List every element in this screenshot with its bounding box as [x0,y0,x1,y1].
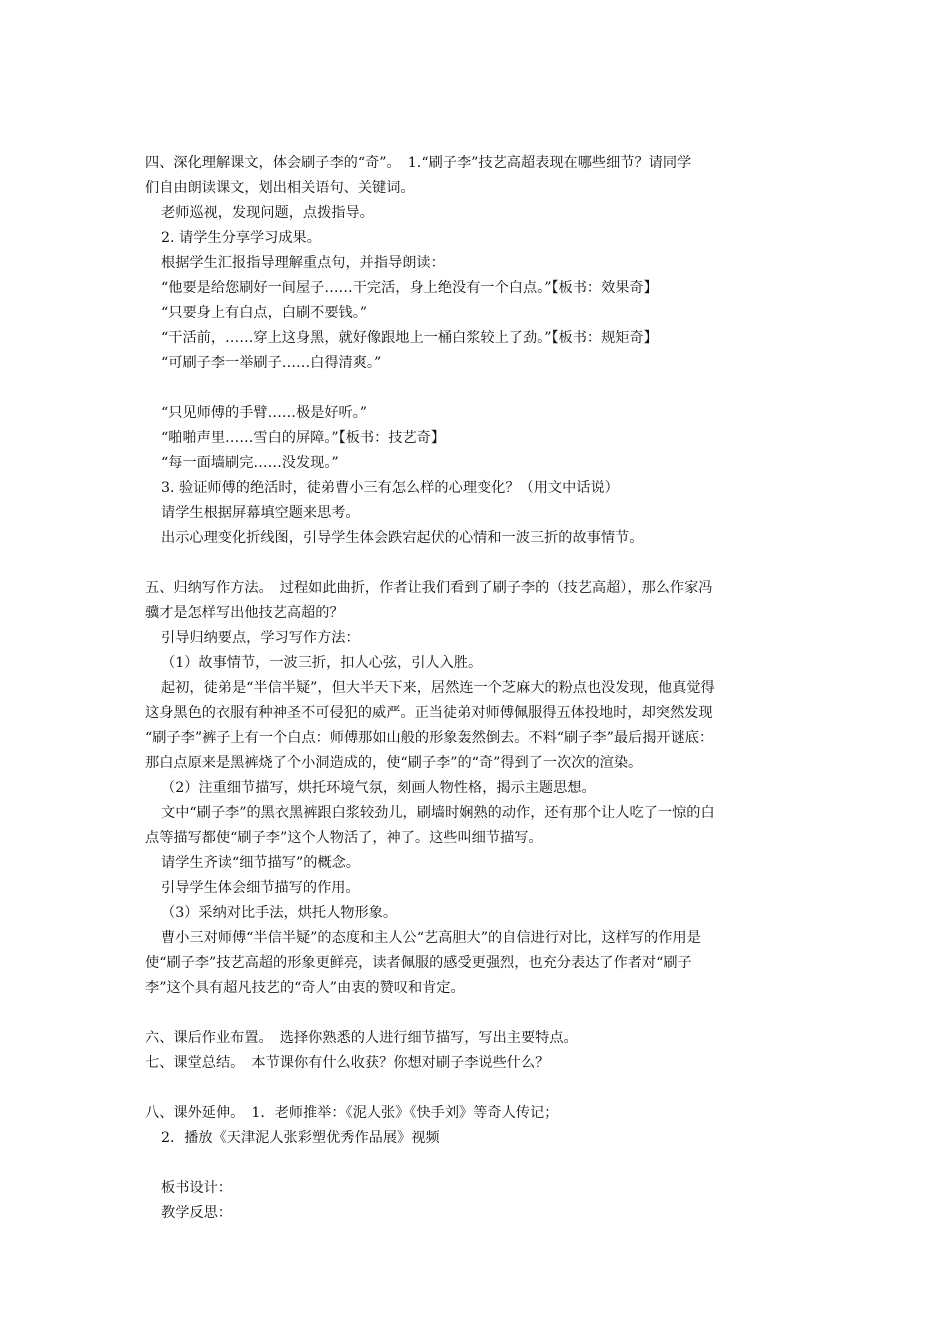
paragraph-line: 请学生齐读“细节描写”的概念。 [161,855,360,871]
paragraph-line: 2．播放《天津泥人张彩塑优秀作品展》视频 [161,1130,440,1146]
paragraph-line: 3. 验证师傅的绝活时，徒弟曹小三有怎么样的心理变化？（用文中话说） [161,480,619,496]
section-4-heading: 四、深化理解课文，体会刷子李的“奇”。 1.“刷子李”技艺高超表现在哪些细节？请同学 [145,155,692,171]
quote-line: “每一面墙刷完……没发现。” [161,455,339,471]
paragraph-line: 们自由朗读课文，划出相关语句、关键词。 [145,180,415,196]
point-heading: （2）注重细节描写，烘托环境气氛，刻画人物性格，揭示主题思想。 [161,780,596,796]
quote-line: “干活前，……穿上这身黑，就好像跟地上一桶白浆较上了劲。”【板书：规矩奇】 [161,330,658,346]
paragraph-line: 点等描写都使“刷子李”这个人物活了，神了。这些叫细节描写。 [145,830,543,846]
quote-line: “只要身上有白点，白刷不要钱。” [161,305,368,321]
paragraph-line: 请学生根据屏幕填空题来思考。 [161,505,360,521]
section-7-heading: 七、课堂总结。 本节课你有什么收获？你想对刷子李说些什么？ [145,1055,550,1071]
paragraph-line: “刷子李”裤子上有一个白点：师傅那如山般的形象轰然倒去。不料“刷子李”最后揭开谜底： [145,730,714,746]
quote-line: “只见师傅的手臂……极是好听。” [161,405,368,421]
section-6-heading: 六、课后作业布置。 选择你熟悉的人进行细节描写，写出主要特点。 [145,1030,578,1046]
paragraph-line: 这身黑色的衣服有种神圣不可侵犯的威严。正当徒弟对师傅佩服得五体投地时，却突然发现 [145,705,713,721]
paragraph-line: 骥才是怎样写出他技艺高超的？ [145,605,344,621]
quote-line: “啪啪声里……雪白的屏障。”【板书：技艺奇】 [161,430,446,446]
paragraph-line: 那白点原来是黑裤烧了个小洞造成的，使“刷子李”的“奇”得到了一次次的渲染。 [145,755,643,771]
paragraph-line: 引导学生体会细节描写的作用。 [161,880,360,896]
teaching-reflection-label: 教学反思： [161,1205,232,1221]
quote-line: “他要是给您刷好一间屋子……干完活，身上绝没有一个白点。”【板书：效果奇】 [161,280,658,296]
board-design-label: 板书设计： [161,1180,232,1196]
paragraph-line: 李”这个具有超凡技艺的“奇人”由衷的赞叹和肯定。 [145,980,465,996]
paragraph-line: 老师巡视，发现问题，点拨指导。 [161,205,374,221]
paragraph-line: 出示心理变化折线图，引导学生体会跌宕起伏的心情和一波三折的故事情节。 [161,530,644,546]
paragraph-line: 引导归纳要点，学习写作方法： [161,630,360,646]
paragraph-line: 文中“刷子李”的黑衣黑裤跟白浆较劲儿，刷墙时娴熟的动作，还有那个让人吃了一惊的白 [161,805,715,821]
point-heading: （1）故事情节，一波三折，扣人心弦，引人入胜。 [161,655,483,671]
paragraph-line: 曹小三对师傅“半信半疑”的态度和主人公“艺高胆大”的自信进行对比，这样写的作用是 [161,930,701,946]
paragraph-line: 2. 请学生分享学习成果。 [161,230,321,246]
quote-line: “可刷子李一举刷子……白得清爽。” [161,355,382,371]
section-5-heading: 五、归纳写作方法。 过程如此曲折，作者让我们看到了刷子李的（技艺高超），那么作家冯 [145,580,713,596]
paragraph-line: 根据学生汇报指导理解重点句，并指导朗读： [161,255,445,271]
paragraph-line: 起初，徒弟是“半信半疑”，但大半天下来，居然连一个芝麻大的粉点也没发现，他真觉得 [161,680,715,696]
point-heading: （3）采纳对比手法，烘托人物形象。 [161,905,398,921]
paragraph-line: 使“刷子李”技艺高超的形象更鲜亮，读者佩服的感受更强烈，也充分表达了作者对“刷子 [145,955,692,971]
section-8-heading: 八、课外延伸。 1．老师推举：《泥人张》《快手刘》等奇人传记； [145,1105,559,1121]
